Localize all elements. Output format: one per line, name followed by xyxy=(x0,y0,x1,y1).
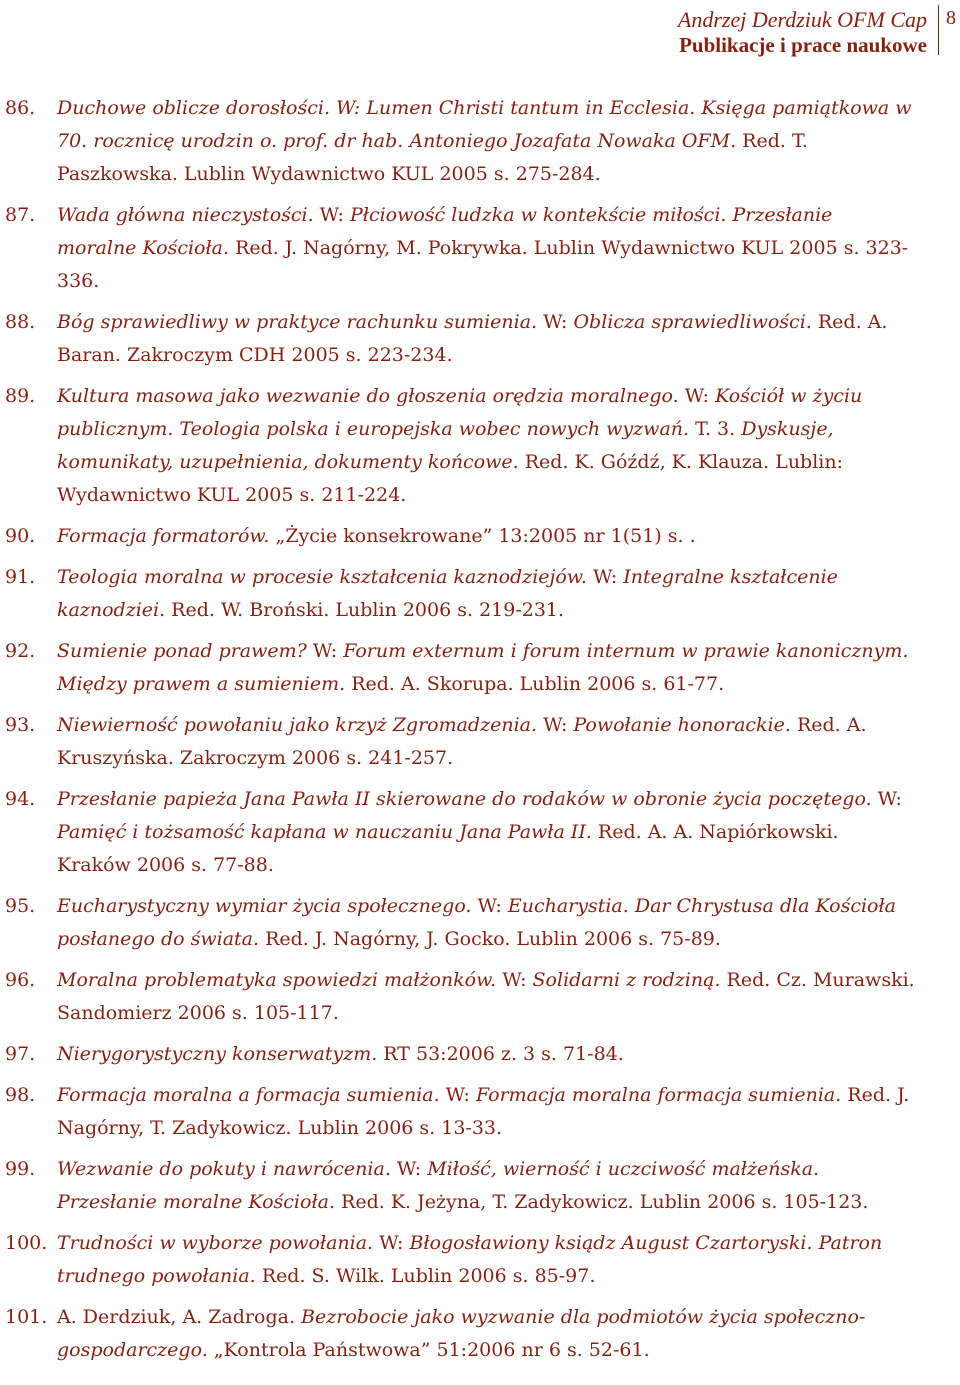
entry-number: 90. xyxy=(5,525,36,547)
entry-title-text: Kościół w życiu publicznym. Teologia polska i europejska wobec nowych wyzwań. xyxy=(57,385,863,440)
entry-title-text: Oblicza sprawiedliwości. xyxy=(573,311,812,333)
entry-title-text: Formacja moralna formacja sumienia. xyxy=(476,1084,842,1106)
entry-plain-text: Red. K. Jeżyna, T. Zadykowicz. Lublin 2006 s. 105-123. xyxy=(334,1191,869,1213)
entry-plain-text: W: xyxy=(373,1232,410,1254)
bibliography-entry xyxy=(0,783,960,882)
entry-number: 88. xyxy=(5,311,36,333)
entry-plain-text: W: xyxy=(537,311,574,333)
entry-text xyxy=(57,964,917,1030)
entry-text xyxy=(57,1301,917,1367)
entry-plain-text: Red. A. A. Napiórkowski. Kraków 2006 s. 77-88. xyxy=(57,821,839,876)
bibliography-entry xyxy=(0,1079,960,1145)
entry-title-text: Duchowe oblicze dorosłości. W: Lumen Christi tantum in Ecclesia. Księga pamiątkowa w 70. rocznicę urodzin o. prof. dr hab. Antoniego Jozafata Nowaka OFM. xyxy=(57,97,912,152)
entry-title-text: Wada główna nieczystości. xyxy=(57,204,314,226)
bibliography-entry xyxy=(0,561,960,627)
entry-plain-text: W: xyxy=(306,640,344,662)
entry-text xyxy=(57,890,917,956)
bibliography-entry xyxy=(0,92,960,191)
entry-number: 96. xyxy=(5,969,36,991)
entry-title-text: Teologia moralna w procesie kształcenia kaznodziejów. xyxy=(57,566,587,588)
header-subtitle: Publikacje i prace naukowe xyxy=(679,33,927,57)
entry-title-text: Moralna problematyka spowiedzi małżonków. xyxy=(57,969,497,991)
entry-title-text: Sumienie ponad prawem? xyxy=(57,640,307,662)
bibliography-entry xyxy=(0,199,960,298)
bibliography-entry xyxy=(0,1301,960,1367)
entry-title-text: Eucharystyczny wymiar życia społecznego. xyxy=(57,895,472,917)
bibliography-entry xyxy=(0,520,960,553)
bibliography-entry xyxy=(0,964,960,1030)
entry-title-text: Formacja formatorów. xyxy=(57,525,270,547)
entry-plain-text: W: xyxy=(471,895,508,917)
entry-plain-text: W: xyxy=(871,788,902,810)
entry-title-text: Płciowość ludzka w kontekście miłości. Przesłanie moralne Kościoła. xyxy=(57,204,833,259)
bibliography-entry xyxy=(0,1038,960,1071)
entry-plain-text: W: xyxy=(439,1084,476,1106)
entry-plain-text: Red. T. Paszkowska. Lublin Wydawnictwo KUL 2005 s. 275-284. xyxy=(57,130,808,185)
bibliography-entry xyxy=(0,380,960,512)
entry-text xyxy=(57,561,917,627)
entry-text xyxy=(57,1079,917,1145)
entry-title-text: Forum externum i forum internum w prawie kanonicznym. Między prawem a sumieniem. xyxy=(57,640,909,695)
entry-number: 86. xyxy=(5,97,36,119)
entry-number: 95. xyxy=(5,895,36,917)
entry-plain-text: W: xyxy=(496,969,533,991)
entry-title-text: Kultura masowa jako wezwanie do głoszenia orędzia moralnego. xyxy=(57,385,679,407)
entry-plain-text: Red. J. Nagórny, T. Zadykowicz. Lublin 2006 s. 13-33. xyxy=(57,1084,910,1139)
entry-title-text: Solidarni z rodziną. xyxy=(532,969,721,991)
entry-text xyxy=(57,306,917,372)
bibliography-entry xyxy=(0,1227,960,1293)
entry-number: 98. xyxy=(5,1084,36,1106)
entry-title-text: Pamięć i tożsamość kapłana w nauczaniu Jana Pawła II. xyxy=(57,821,592,843)
entry-number: 99. xyxy=(5,1158,36,1180)
entry-title-text: Eucharystia. Dar Chrystusa dla Kościoła posłanego do świata. xyxy=(57,895,896,950)
entry-title-text: Wezwanie do pokuty i nawrócenia. xyxy=(57,1158,391,1180)
entry-title-text: Błogosławiony ksiądz August Czartoryski. Patron trudnego powołania. xyxy=(57,1232,883,1287)
page-header xyxy=(0,5,960,57)
page-number: 8 xyxy=(946,7,956,29)
header-author: Andrzej Derdziuk OFM Cap xyxy=(677,7,927,32)
bibliography-entry xyxy=(0,1153,960,1219)
entry-plain-text: „Życie konsekrowane” 13:2005 nr 1(51) s. . xyxy=(269,525,696,547)
entry-text xyxy=(57,380,917,512)
entry-plain-text: Red. A. Skorupa. Lublin 2006 s. 61-77. xyxy=(345,673,725,695)
entry-text xyxy=(57,1038,917,1071)
entry-plain-text: Red. J. Nagórny, J. Gocko. Lublin 2006 s. 75-89. xyxy=(259,928,721,950)
entry-text xyxy=(57,1153,917,1219)
entry-title-text: Powołanie honorackie. xyxy=(573,714,791,736)
entry-plain-text: Red. W. Broński. Lublin 2006 s. 219-231. xyxy=(165,599,565,621)
header-divider xyxy=(938,5,939,55)
entry-plain-text: RT 53:2006 z. 3 s. 71-84. xyxy=(377,1043,624,1065)
entry-number: 91. xyxy=(5,566,36,588)
entry-number: 100. xyxy=(5,1232,48,1254)
bibliography-entry xyxy=(0,709,960,775)
entry-title-text: Miłość, wierność i uczciwość małżeńska. Przesłanie moralne Kościoła. xyxy=(57,1158,820,1213)
entry-text xyxy=(57,92,917,191)
entry-plain-text: W: xyxy=(537,714,574,736)
entry-text xyxy=(57,783,917,882)
entry-text xyxy=(57,199,917,298)
entry-title-text: Formacja moralna a formacja sumienia. xyxy=(57,1084,440,1106)
entry-title-text: Integralne kształcenie kaznodziei. xyxy=(57,566,838,621)
entry-number: 93. xyxy=(5,714,36,736)
entry-number: 97. xyxy=(5,1043,36,1065)
entry-title-text: Niewierność powołaniu jako krzyż Zgromadzenia. xyxy=(57,714,538,736)
entry-plain-text: Red. J. Nagórny, M. Pokrywka. Lublin Wydawnictwo KUL 2005 s. 323-336. xyxy=(57,237,909,292)
bibliography-entry xyxy=(0,635,960,701)
entry-title-text: Bóg sprawiedliwy w praktyce rachunku sumienia. xyxy=(57,311,538,333)
entry-plain-text: Red. K. Góźdź, K. Klauza. Lublin: Wydawnictwo KUL 2005 s. 211-224. xyxy=(57,451,844,506)
entry-plain-text: T. 3. xyxy=(689,418,742,440)
entry-plain-text: Red. S. Wilk. Lublin 2006 s. 85-97. xyxy=(255,1265,596,1287)
entry-title-text: Przesłanie papieża Jana Pawła II skierowane do rodaków w obronie życia poczętego. xyxy=(57,788,872,810)
entry-plain-text: W: xyxy=(313,204,350,226)
entry-plain-text: W: xyxy=(678,385,716,407)
bibliography-list xyxy=(0,92,960,1375)
entry-plain-text: Red. A. Baran. Zakroczym CDH 2005 s. 223-234. xyxy=(57,311,888,366)
entry-text xyxy=(57,520,917,553)
bibliography-entry xyxy=(0,306,960,372)
entry-number: 92. xyxy=(5,640,36,662)
entry-text xyxy=(57,1227,917,1293)
entry-title-text: Nierygorystyczny konserwatyzm. xyxy=(57,1043,378,1065)
entry-number: 94. xyxy=(5,788,36,810)
entry-plain-text: Red. A. Kruszyńska. Zakroczym 2006 s. 241-257. xyxy=(57,714,867,769)
bibliography-entry xyxy=(0,890,960,956)
entry-title-text: Bezrobocie jako wyzwanie dla podmiotów życia społeczno-gospodarczego. xyxy=(57,1306,866,1361)
entry-number: 89. xyxy=(5,385,36,407)
entry-number: 87. xyxy=(5,204,36,226)
entry-plain-text: „Kontrola Państwowa” 51:2006 nr 6 s. 52-61. xyxy=(207,1339,650,1361)
entry-number: 101. xyxy=(5,1306,48,1328)
entry-plain-text: W: xyxy=(586,566,624,588)
entry-text xyxy=(57,635,917,701)
entry-title-text: Dyskusje, komunikaty, uzupełnienia, dokumenty końcowe. xyxy=(57,418,834,473)
entry-plain-text: Red. Cz. Murawski. Sandomierz 2006 s. 105-117. xyxy=(57,969,915,1024)
entry-text xyxy=(57,709,917,775)
entry-title-text: Trudności w wyborze powołania. xyxy=(57,1232,374,1254)
entry-plain-text: A. Derdziuk, A. Zadroga. xyxy=(57,1306,302,1328)
entry-plain-text: W: xyxy=(390,1158,428,1180)
